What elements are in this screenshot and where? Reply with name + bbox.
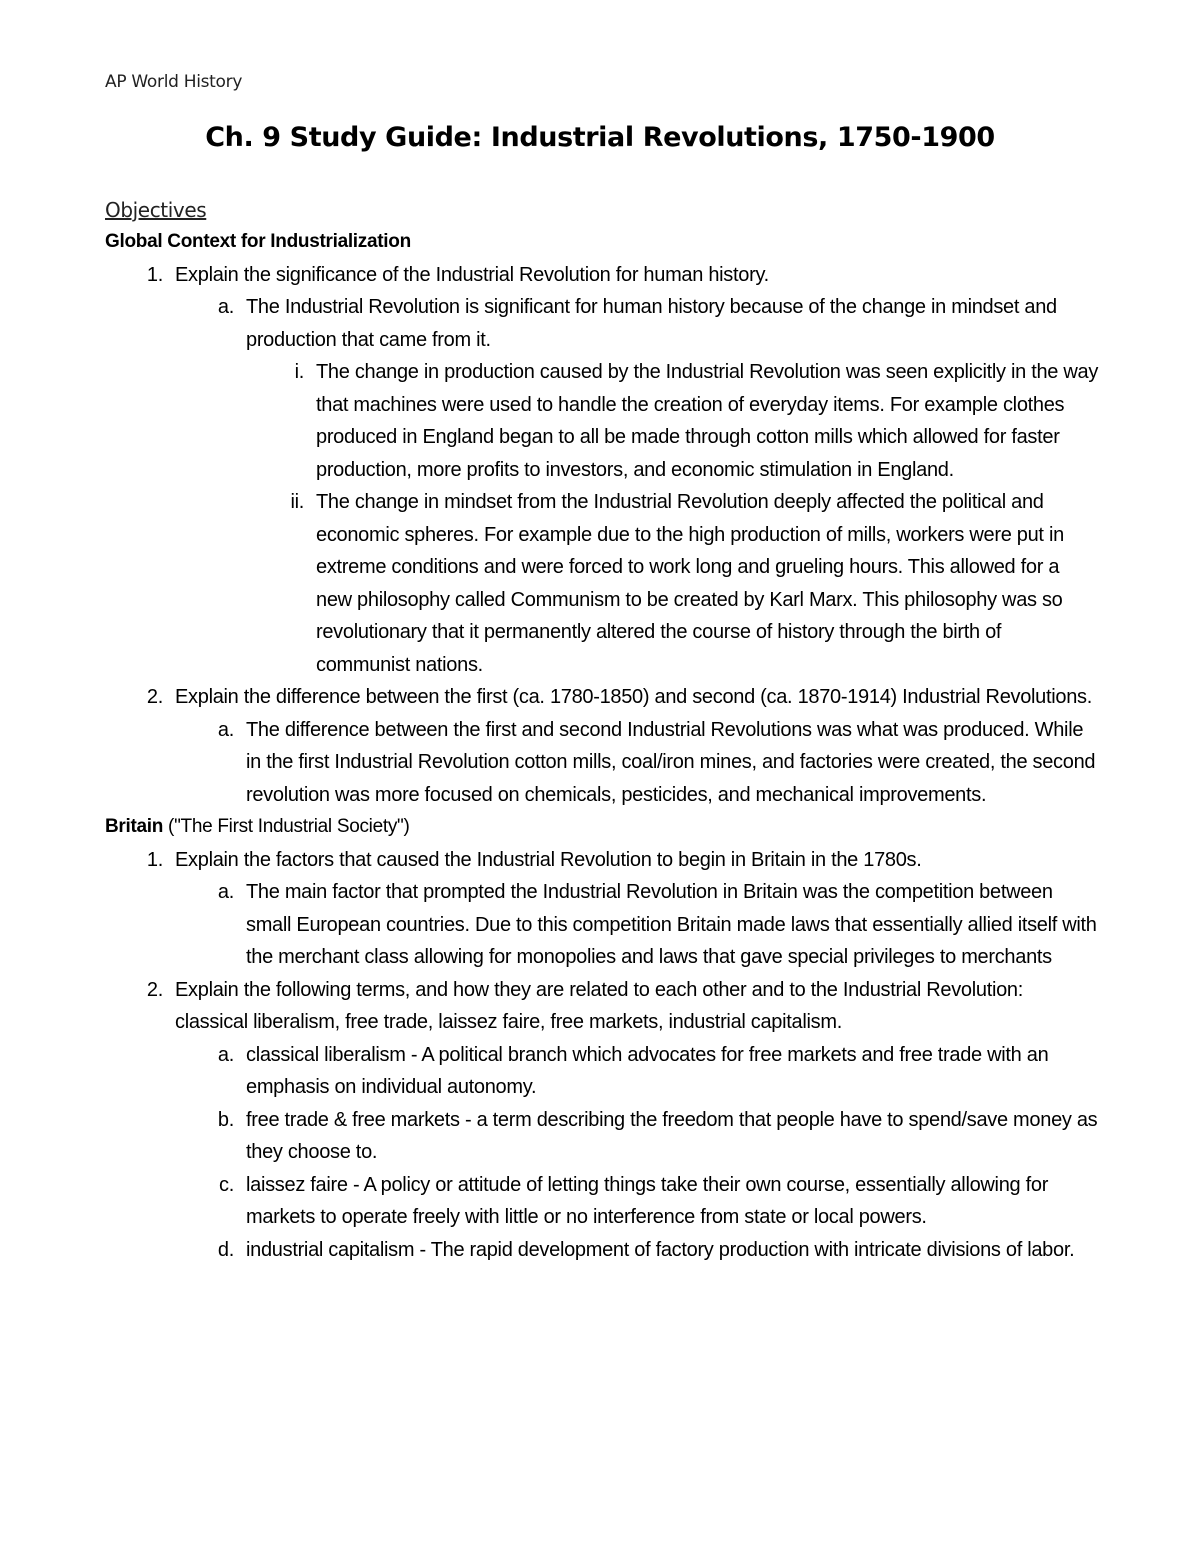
subheading-britain-rest: ("The First Industrial Society")	[163, 816, 410, 837]
list-item-term	[105, 1169, 1100, 1234]
detail-text: The change in production caused by the Industrial Revolution was seen explicitly in the way that machines were used to handle the creation of everyday items. For example clothes produced in England began to all be made through cotton mills which allowed for faster production, more profits to investors, and economic stimulation in England.	[316, 361, 1099, 481]
answer-text: The main factor that prompted the Industrial Revolution in Britain was the competition between small European countries. Due to this competition Britain made laws that essentially allied itself with the merchant class allowing for monopolies and laws that gave special privileges to merchants	[246, 881, 1097, 968]
list-marker: i.	[294, 361, 304, 383]
list-marker: d.	[217, 1238, 234, 1261]
list-item-answer	[105, 291, 1100, 356]
document-body	[105, 196, 1100, 1266]
list-item-answer	[105, 876, 1100, 974]
answer-text: The difference between the first and second Industrial Revolutions was what was produced. While in the first Industrial Revolution cotton mills, coal/iron mines, and factories were created, the second revolution was more focused on chemicals, pesticides, and mechanical improvements.	[246, 718, 1096, 806]
list-marker: a.	[217, 1043, 234, 1066]
list-marker: c.	[219, 1173, 234, 1196]
section-heading-objectives: Objectives	[105, 198, 207, 222]
question-text: Explain the difference between the first (ca. 1780-1850) and second (ca. 1870-1914) Industrial Revolutions.	[175, 686, 1093, 708]
list-marker: 2.	[146, 686, 163, 708]
list-marker: a.	[217, 296, 234, 318]
list-marker: 2.	[146, 978, 163, 1001]
subheading-britain-bold: Britain	[105, 816, 164, 837]
term-definition: classical liberalism - A political branch which advocates for free markets and free trade with an emphasis on individual autonomy.	[246, 1043, 1049, 1098]
term-definition: laissez faire - A policy or attitude of letting things take their own course, essentially allowing for markets to operate freely with little or no interference from state or local powers.	[246, 1173, 1049, 1228]
question-text: Explain the following terms, and how they are related to each other and to the Industrial Revolution: classical liberalism, free trade, laissez faire, free markets, industrial capitalism.	[175, 978, 1024, 1033]
subheading-britain	[105, 811, 1100, 844]
list-item-term	[105, 1234, 1100, 1267]
list-item-question	[105, 974, 1100, 1039]
list-item-term	[105, 1104, 1100, 1169]
subheading-global-context: Global Context for Industrialization	[105, 231, 411, 252]
list-marker: b.	[217, 1108, 234, 1131]
list-item-question	[105, 844, 1100, 877]
question-text: Explain the significance of the Industrial Revolution for human history.	[175, 263, 769, 286]
list-marker: a.	[217, 718, 234, 741]
page-title: Ch. 9 Study Guide: Industrial Revolutions, 1750-1900	[205, 122, 995, 153]
list-marker: 1.	[146, 263, 163, 286]
term-definition: free trade & free markets - a term describing the freedom that people have to spend/save money as they choose to.	[246, 1108, 1098, 1163]
list-item-answer	[105, 714, 1100, 812]
list-marker: 1.	[146, 848, 163, 871]
term-definition: industrial capitalism - The rapid development of factory production with intricate divisions of labor.	[246, 1238, 1075, 1261]
list-marker: ii.	[290, 491, 304, 513]
list-item-question	[105, 681, 1100, 714]
list-item-detail	[105, 486, 1100, 681]
list-marker: a.	[217, 881, 234, 903]
list-item-detail	[105, 356, 1100, 486]
answer-text: The Industrial Revolution is significant for human history because of the change in mindset and production that came from it.	[246, 296, 1057, 351]
list-item-question	[105, 259, 1100, 292]
detail-text: The change in mindset from the Industrial Revolution deeply affected the political and economic spheres. For example due to the high production of mills, workers were put in extreme conditions and were forced to work long and grueling hours. This allowed for a new philosophy called Communism to be created by Karl Marx. This philosophy was so revolutionary that it permanently altered the course of history through the birth of communist nations.	[316, 491, 1064, 676]
list-item-term	[105, 1039, 1100, 1104]
course-label: AP World History	[105, 72, 243, 92]
question-text: Explain the factors that caused the Industrial Revolution to begin in Britain in the 1780s.	[175, 848, 922, 871]
